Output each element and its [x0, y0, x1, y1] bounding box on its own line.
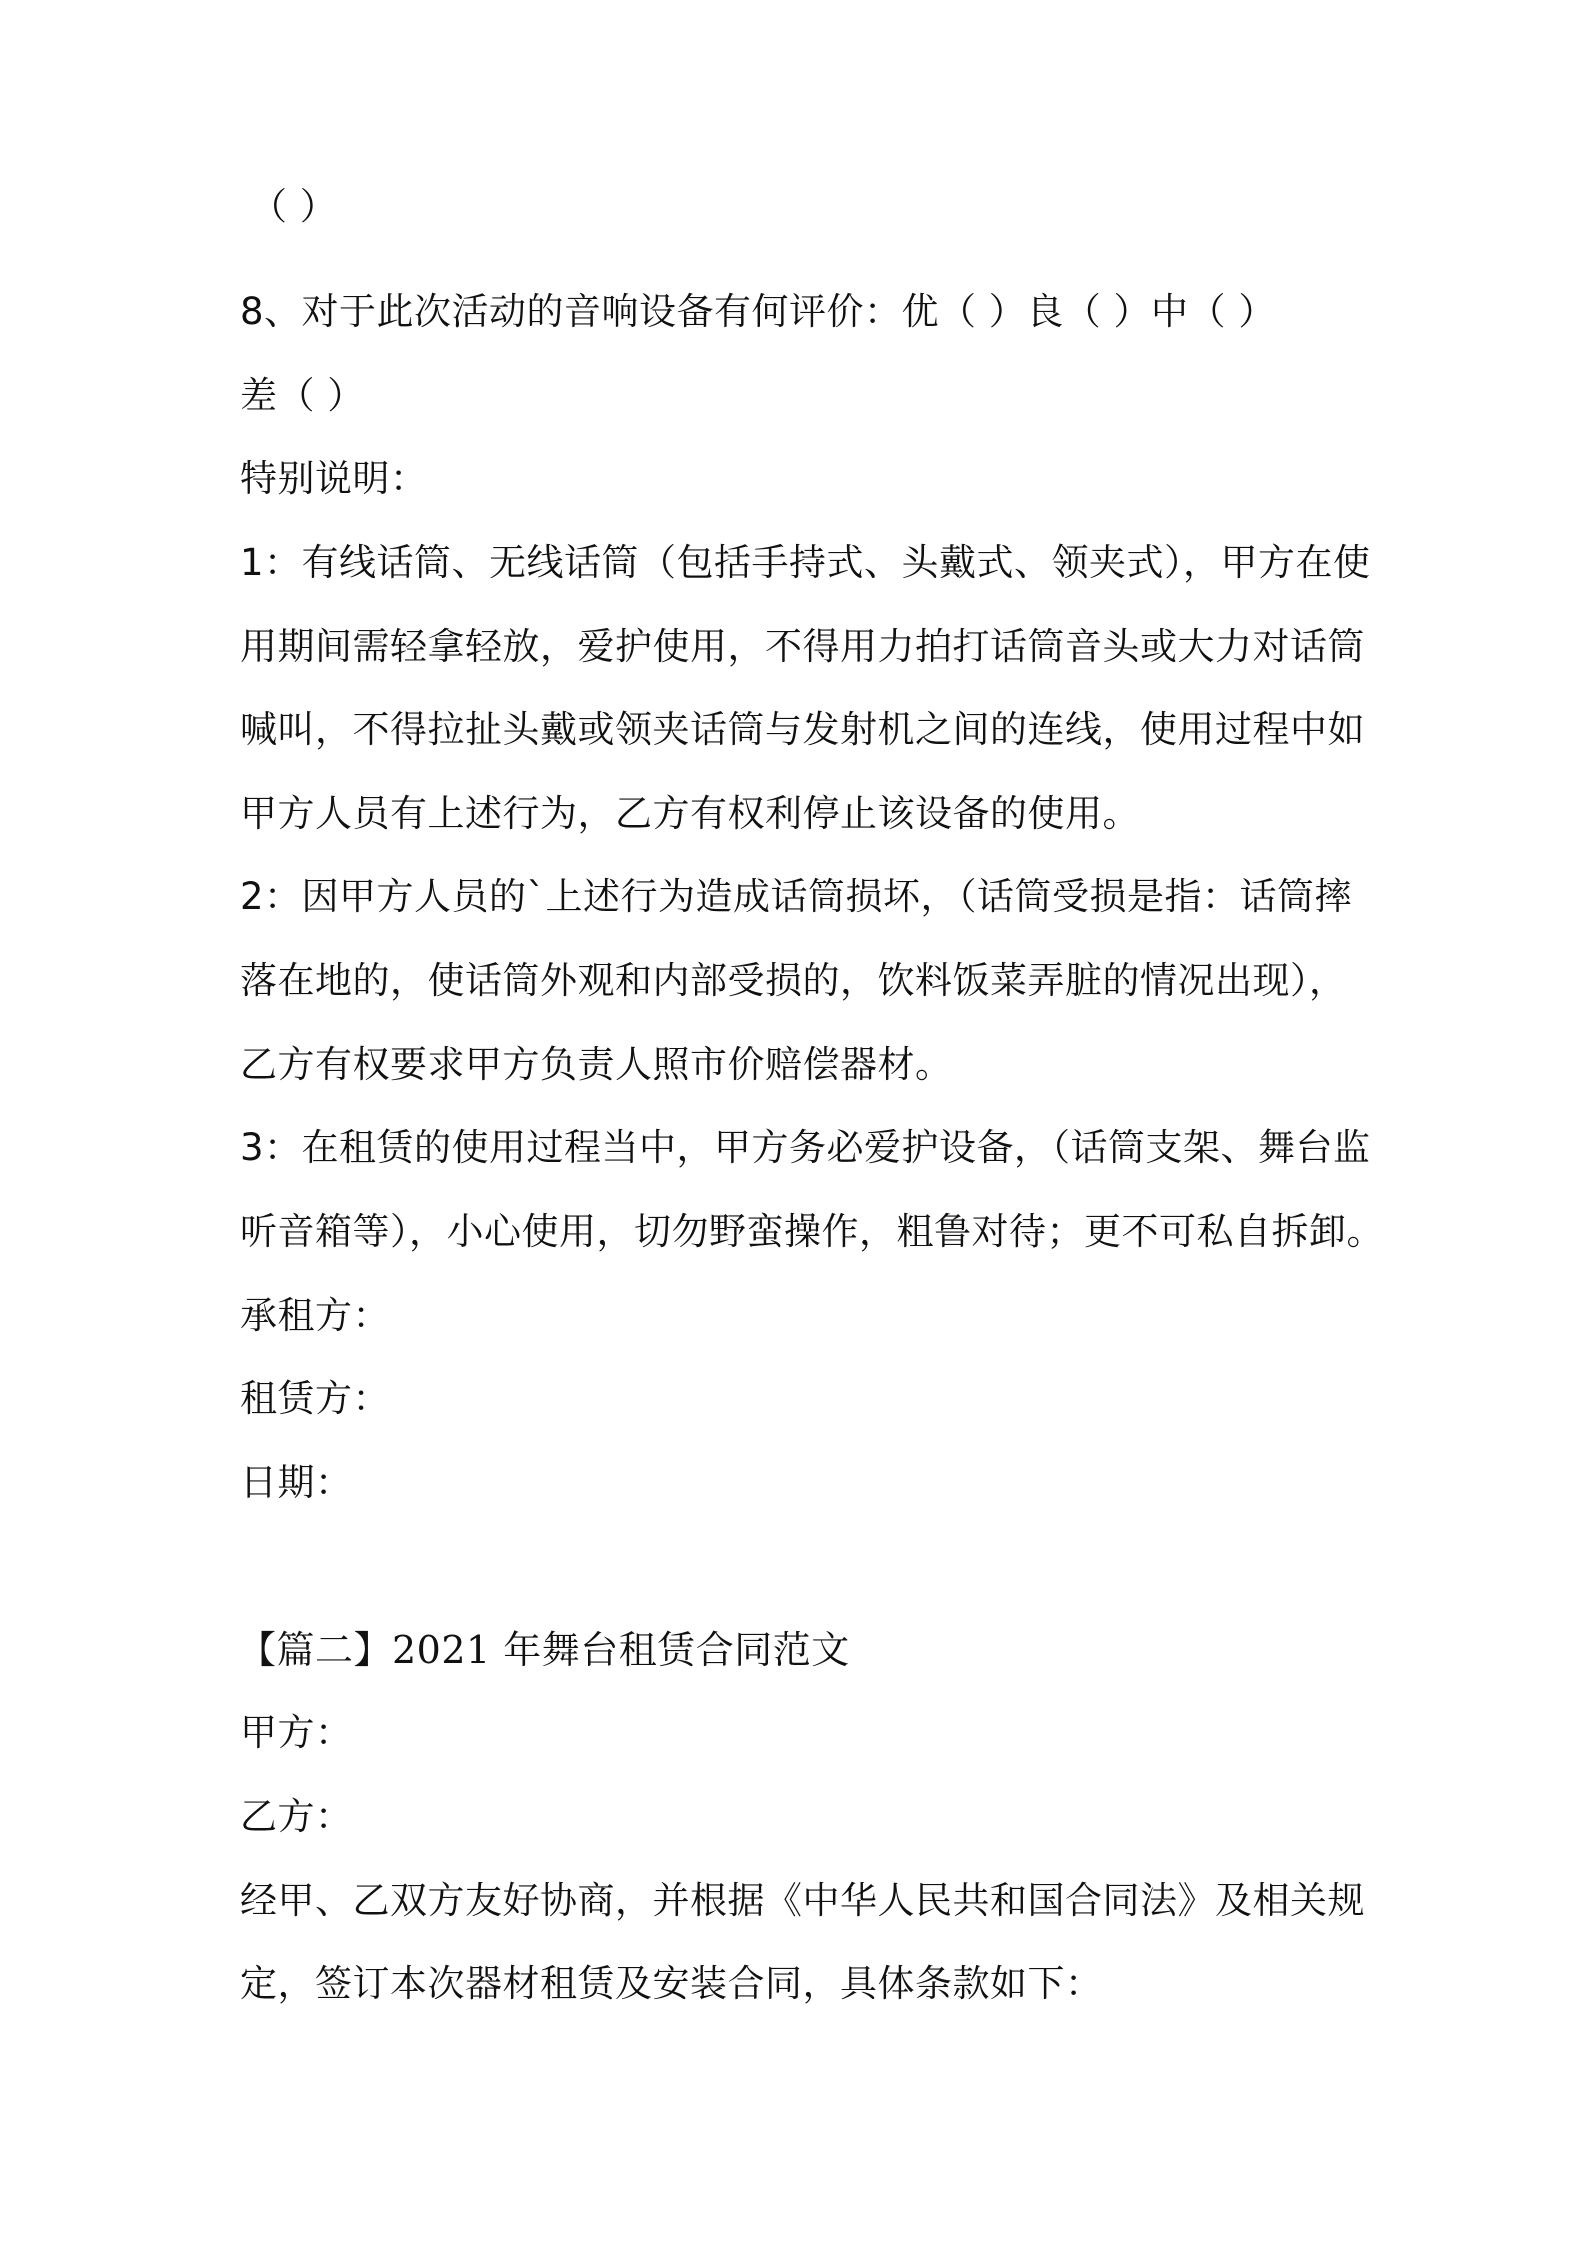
note-3-line-2: 听音箱等），小心使用，切勿野蛮操作，粗鲁对待；更不可私自拆卸。 — [240, 1210, 1384, 1253]
note-1-line-4: 甲方人员有上述行为，乙方有权利停止该设备的使用。 — [240, 792, 1140, 835]
special-notes-heading: 特别说明： — [240, 457, 428, 500]
note-1-line-1: 1：有线话筒、无线话筒（包括手持式、头戴式、领夹式），甲方在使 — [240, 541, 1371, 584]
blank-parentheses-line: （ ） — [250, 185, 338, 228]
lessee-signature-label: 承租方： — [240, 1294, 390, 1337]
note-1-line-2: 用期间需轻拿轻放，爱护使用，不得用力拍打话筒音头或大力对话筒 — [240, 625, 1365, 668]
date-label: 日期： — [240, 1461, 353, 1504]
lessor-signature-label: 租赁方： — [240, 1377, 390, 1420]
contract-intro-line-2: 定，签订本次器材租赁及安装合同，具体条款如下： — [240, 1962, 1103, 2005]
rating-poor-option: 差（ ） — [240, 374, 365, 417]
note-2-line-2: 落在地的，使话筒外观和内部受损的，饮料饭菜弄脏的情况出现）， — [240, 959, 1347, 1002]
party-b-label: 乙方： — [240, 1795, 353, 1838]
note-1-line-3: 喊叫，不得拉扯头戴或领夹话筒与发射机之间的连线，使用过程中如 — [240, 708, 1365, 751]
contract-intro-line-1: 经甲、乙双方友好协商，并根据《中华人民共和国合同法》及相关规 — [240, 1879, 1365, 1922]
note-2-line-1: 2：因甲方人员的`上述行为造成话筒损坏，（话筒受损是指：话筒摔 — [240, 875, 1353, 918]
section-two-title: 【篇二】2021 年舞台租赁合同范文 — [238, 1628, 850, 1672]
party-a-label: 甲方： — [240, 1711, 353, 1754]
note-3-line-1: 3：在租赁的使用过程当中，甲方务必爱护设备，（话筒支架、舞台监 — [240, 1126, 1371, 1169]
note-2-line-3: 乙方有权要求甲方负责人照市价赔偿器材。 — [240, 1043, 953, 1086]
question-8-audio-rating: 8、对于此次活动的音响设备有何评价：优（ ）良（ ）中（ ） — [240, 290, 1276, 333]
